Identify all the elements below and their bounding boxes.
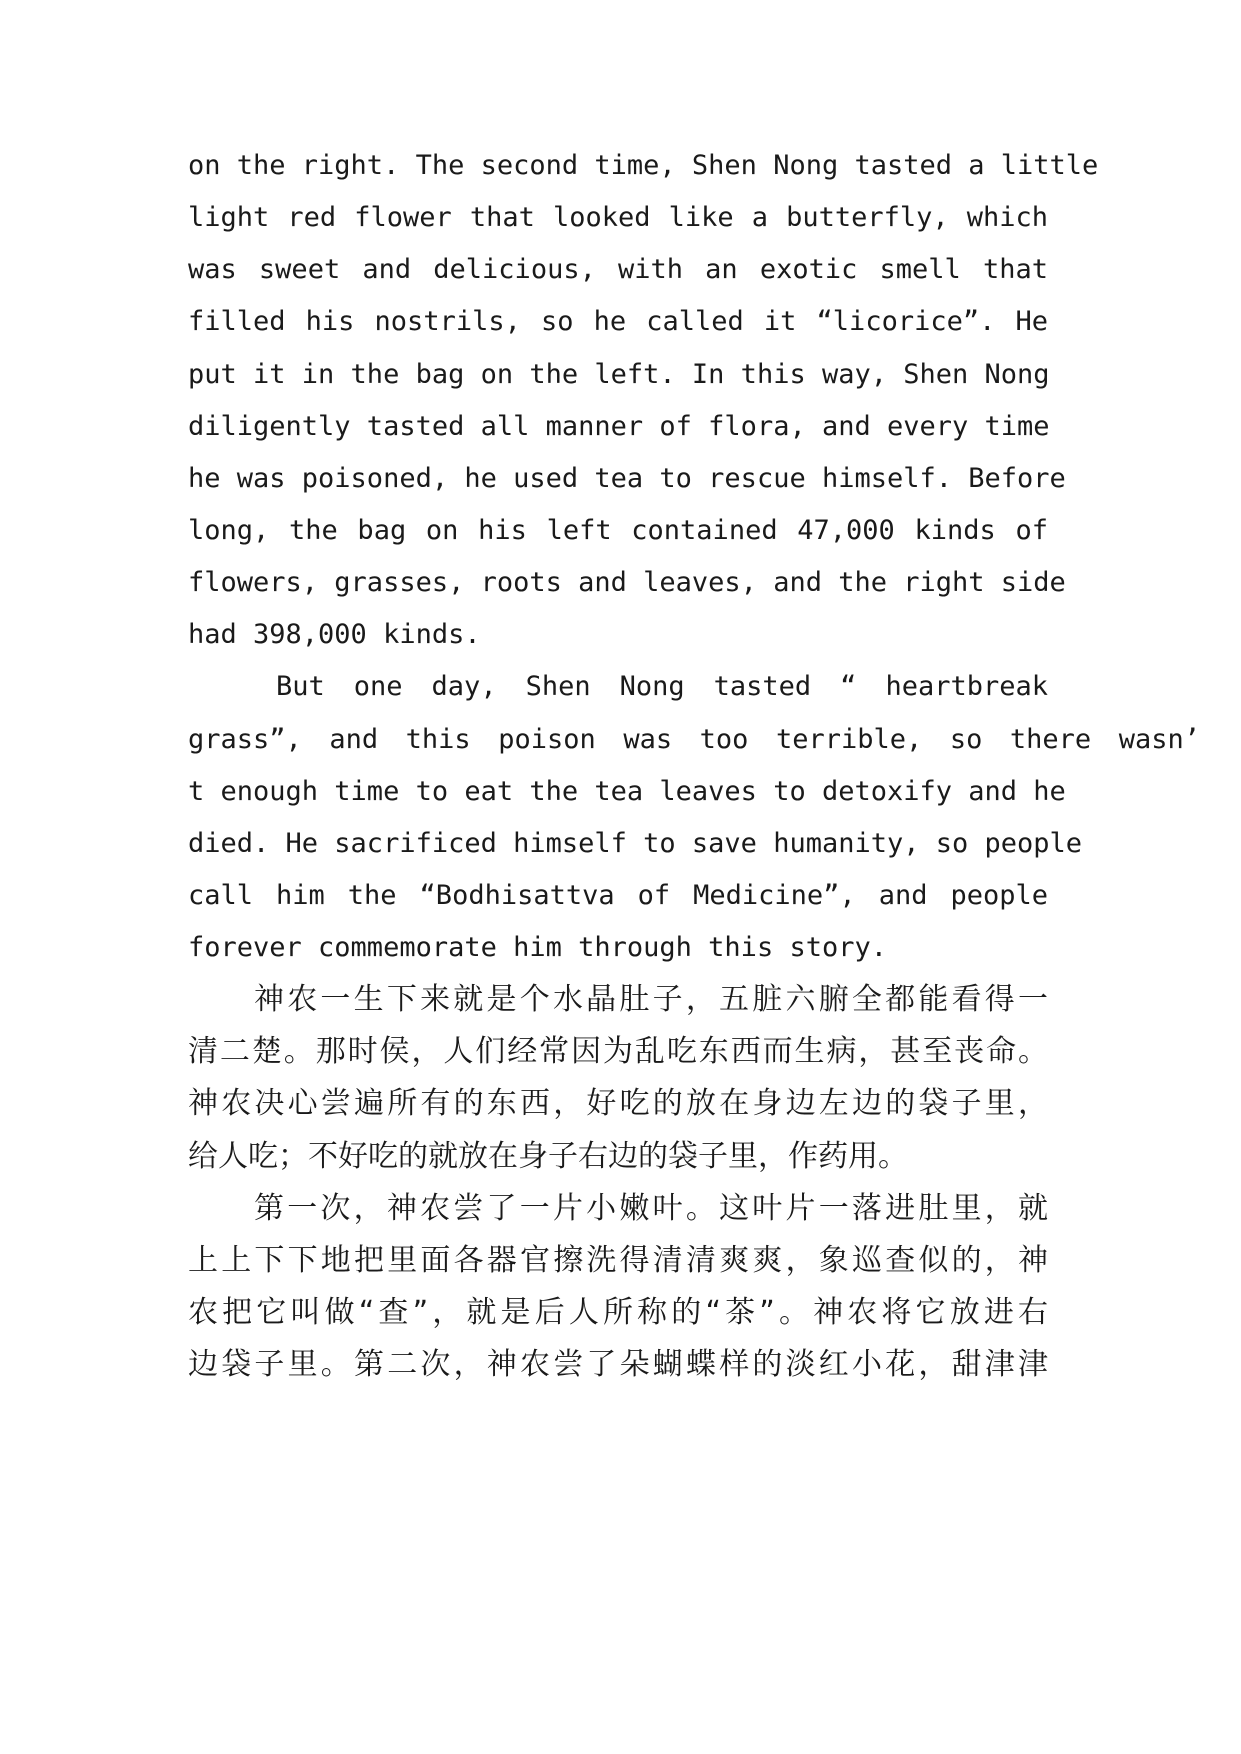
text-line: filled his nostrils, so he called it “licorice”. He [188,306,1048,337]
text-line: But one day, Shen Nong tasted “ heartbreak [276,671,1048,702]
text-line: 神农一生下来就是个水晶肚子，五脏六腑全都能看得一 [254,982,1048,1017]
text-line: had 398,000 kinds. [188,619,481,650]
text-line: 清二楚。那时侯，人们经常因为乱吃东西而生病，甚至丧命。 [188,1034,1048,1069]
text-line: 边袋子里。第二次，神农尝了朵蝴蝶样的淡红小花，甜津津 [188,1347,1048,1382]
text-line: long, the bag on his left contained 47,000 kinds of [188,515,1048,546]
text-line: 上上下下地把里面各器官擦洗得清清爽爽，象巡查似的，神 [188,1243,1048,1278]
text-line: put it in the bag on the left. In this way, Shen Nong [188,359,1050,390]
text-line: on the right. The second time, Shen Nong tasted a little [188,150,1099,181]
text-line: 神农决心尝遍所有的东西，好吃的放在身边左边的袋子里， [188,1086,1048,1121]
text-line: t enough time to eat the tea leaves to detoxify and he [188,776,1066,807]
text-line: grass”, and this poison was too terrible, so there wasn’ [188,724,1200,755]
text-line: was sweet and delicious, with an exotic smell that [188,254,1048,285]
text-line: diligently tasted all manner of flora, and every time [188,411,1050,442]
text-line: call him the “Bodhisattva of Medicine”, and people [188,880,1048,911]
text-line: light red flower that looked like a butterfly, which [188,202,1048,233]
text-line: 给人吃；不好吃的就放在身子右边的袋子里，作药用。 [188,1139,908,1174]
text-line: died. He sacrificed himself to save humanity, so people [188,828,1083,859]
text-line: he was poisoned, he used tea to rescue himself. Before [188,463,1066,494]
text-line: forever commemorate him through this story. [188,932,887,963]
text-line: 农把它叫做“查”，就是后人所称的“茶”。神农将它放进右 [188,1295,1048,1330]
text-line: flowers, grasses, roots and leaves, and the right side [188,567,1066,598]
text-line: 第一次，神农尝了一片小嫩叶。这叶片一落进肚里，就 [254,1191,1048,1226]
